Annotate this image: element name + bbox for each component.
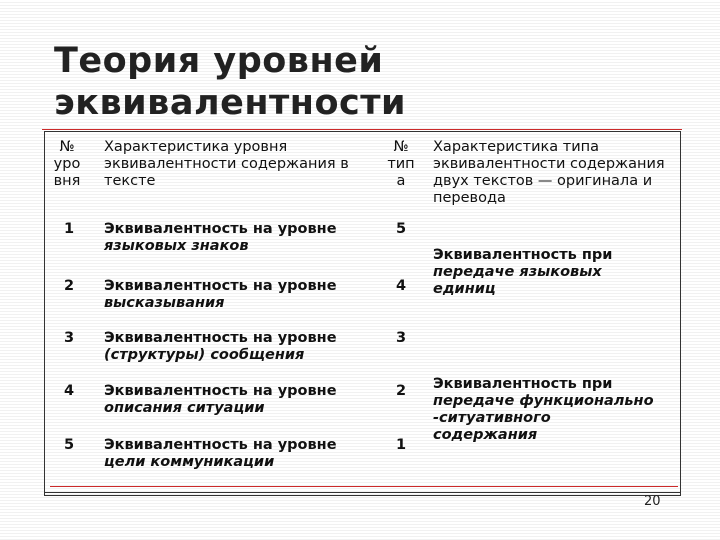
- row-3-type-no: 3: [395, 330, 407, 346]
- table-top-border: [44, 131, 680, 132]
- header-level-no-text: № уро вня: [53, 139, 81, 189]
- row-4-level-desc-line-2: описания ситуации: [104, 400, 265, 416]
- row-1-level-desc-line-1: Эквивалентность на уровне: [104, 221, 337, 237]
- header-type-desc: [433, 139, 677, 207]
- row-3-level-desc-line-1: Эквивалентность на уровне: [104, 330, 337, 346]
- row-5-level-desc-line-1: Эквивалентность на уровне: [104, 437, 337, 453]
- row-5-level-desc: [104, 437, 374, 471]
- slide-title: [54, 40, 406, 124]
- row-2-level-no: 2: [63, 278, 75, 294]
- row-1-level-desc: [104, 221, 374, 255]
- row-5-type-no: 1: [395, 437, 407, 453]
- table-left-border: [44, 131, 45, 496]
- type-group-1-line-1: Эквивалентность при: [433, 247, 613, 263]
- type-group-2-line-4: содержания: [433, 427, 538, 443]
- row-2-type-no: 4: [395, 278, 407, 294]
- table-bottom-border: [44, 492, 680, 493]
- header-level-no: [48, 139, 86, 190]
- row-5-level-no: 5: [63, 437, 75, 453]
- type-group-2: [433, 376, 677, 444]
- title-line-2: эквивалентности: [54, 83, 407, 123]
- type-group-1: [433, 247, 677, 298]
- header-type-no-text: № тип а: [387, 139, 415, 189]
- row-3-level-desc: [104, 330, 374, 364]
- row-4-level-desc-line-1: Эквивалентность на уровне: [104, 383, 337, 399]
- header-type-desc-text: Характеристика типа эквивалентности содержания двух текстов — оригинала и перевода: [433, 139, 665, 206]
- page-number: 20: [644, 494, 661, 509]
- row-4-level-no: 4: [63, 383, 75, 399]
- title-accent-rule: [42, 129, 682, 130]
- header-level-desc: [104, 139, 364, 190]
- table-bottom-border-inner: [44, 495, 680, 496]
- row-2-level-desc-line-1: Эквивалентность на уровне: [104, 278, 337, 294]
- row-1-level-no: 1: [63, 221, 75, 237]
- row-2-level-desc-line-2: высказывания: [104, 295, 225, 311]
- row-3-level-no: 3: [63, 330, 75, 346]
- type-group-2-line-2: передаче функционально: [433, 393, 654, 409]
- type-group-1-line-3: единиц: [433, 281, 496, 297]
- row-4-type-no: 2: [395, 383, 407, 399]
- type-group-1-line-2: передаче языковых: [433, 264, 602, 280]
- row-1-level-desc-line-2: языковых знаков: [104, 238, 249, 254]
- title-line-1: Теория уровней: [54, 41, 384, 81]
- row-1-type-no: 5: [395, 221, 407, 237]
- table-right-border: [680, 131, 681, 496]
- header-level-desc-text: Характеристика уровня эквивалентности содержания в тексте: [104, 139, 349, 189]
- row-4-level-desc: [104, 383, 374, 417]
- bottom-accent-rule: [50, 486, 678, 487]
- header-type-no: [384, 139, 418, 190]
- row-3-level-desc-line-2: (структуры) сообщения: [104, 347, 305, 363]
- row-2-level-desc: [104, 278, 374, 312]
- type-group-2-line-1: Эквивалентность при: [433, 376, 613, 392]
- row-5-level-desc-line-2: цели коммуникации: [104, 454, 275, 470]
- type-group-2-line-3: -ситуативного: [433, 410, 551, 426]
